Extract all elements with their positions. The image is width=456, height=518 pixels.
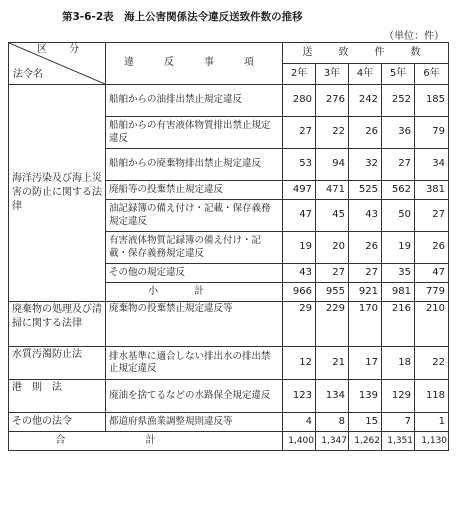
grand-total-cell: 1,347: [316, 432, 349, 451]
value-cell: 27: [349, 264, 382, 283]
law-name-waste: 廃棄物の処理及び清掃に関する法律: [9, 302, 106, 347]
header-item: 違 反 事 項: [106, 43, 283, 85]
value-cell: 280: [283, 85, 316, 117]
item-cell: 廃棄物の投棄禁止規定違反等: [106, 302, 283, 347]
table-row: [9, 302, 449, 347]
value-cell: 7: [382, 413, 415, 432]
value-cell: 381: [415, 181, 449, 200]
value-cell: 26: [349, 232, 382, 264]
grand-total-row: [9, 432, 449, 451]
header-row-1: [9, 43, 449, 64]
value-cell: 22: [415, 347, 449, 380]
year-header: 2年: [283, 64, 316, 85]
item-cell: その他の規定違反: [106, 264, 283, 283]
value-cell: 19: [283, 232, 316, 264]
header-horei: 法令名: [13, 68, 43, 80]
value-cell: 242: [349, 85, 382, 117]
item-cell: 排水基準に適合しない排出水の排出禁止規定違反: [106, 347, 283, 380]
value-cell: 252: [382, 85, 415, 117]
year-header: 5年: [382, 64, 415, 85]
law-name-other: その他の法令: [9, 413, 106, 432]
item-cell: 廃船等の投棄禁止規定違反: [106, 181, 283, 200]
header-law-cell: [9, 43, 106, 85]
subtotal-cell: 779: [415, 283, 449, 302]
value-cell: 26: [349, 117, 382, 149]
value-cell: 53: [283, 149, 316, 181]
value-cell: 47: [283, 200, 316, 232]
value-cell: 20: [316, 232, 349, 264]
value-cell: 27: [415, 200, 449, 232]
value-cell: 50: [382, 200, 415, 232]
unit-note: （単位：件）: [384, 31, 444, 42]
grand-total-cell: 1,351: [382, 432, 415, 451]
value-cell: 170: [349, 302, 382, 347]
header-total: 送 致 件 数: [283, 43, 449, 64]
value-cell: 185: [415, 85, 449, 117]
value-cell: 134: [316, 380, 349, 413]
violations-table: [8, 42, 449, 451]
grand-total-cell: 1,262: [349, 432, 382, 451]
value-cell: 43: [283, 264, 316, 283]
item-cell: 船舶からの廃棄物排出禁止規定違反: [106, 149, 283, 181]
subtotal-cell: 981: [382, 283, 415, 302]
table-title: 第3-6-2表 海上公害関係法令違反送致件数の推移: [62, 11, 303, 23]
subtotal-label: 小計: [106, 283, 283, 302]
value-cell: 229: [316, 302, 349, 347]
item-cell: 有害液体物質記録簿の備え付け・記載・保存義務規定違反: [106, 232, 283, 264]
table-row: [9, 413, 449, 432]
table-row: [9, 85, 449, 117]
value-cell: 1: [415, 413, 449, 432]
value-cell: 27: [316, 264, 349, 283]
value-cell: 94: [316, 149, 349, 181]
value-cell: 18: [382, 347, 415, 380]
table-row: [9, 380, 449, 413]
value-cell: 471: [316, 181, 349, 200]
value-cell: 36: [382, 117, 415, 149]
item-cell: 廃油を捨てるなどの水路保全規定違反: [106, 380, 283, 413]
value-cell: 8: [316, 413, 349, 432]
value-cell: 45: [316, 200, 349, 232]
item-cell: 船舶からの有害液体物質排出禁止規定違反: [106, 117, 283, 149]
value-cell: 276: [316, 85, 349, 117]
value-cell: 35: [382, 264, 415, 283]
grand-total-cell: 1,130: [415, 432, 449, 451]
value-cell: 26: [415, 232, 449, 264]
value-cell: 27: [382, 149, 415, 181]
value-cell: 210: [415, 302, 449, 347]
header-kubun: 区 分: [37, 44, 85, 55]
year-header: 6年: [415, 64, 449, 85]
value-cell: 47: [415, 264, 449, 283]
value-cell: 139: [349, 380, 382, 413]
value-cell: 118: [415, 380, 449, 413]
value-cell: 29: [283, 302, 316, 347]
value-cell: 43: [349, 200, 382, 232]
year-header: 3年: [316, 64, 349, 85]
subtotal-cell: 921: [349, 283, 382, 302]
item-cell: 船舶からの油排出禁止規定違反: [106, 85, 283, 117]
value-cell: 19: [382, 232, 415, 264]
law-name-marine: 海洋汚染及び海上災害の防止に関する法律: [9, 85, 106, 302]
value-cell: 123: [283, 380, 316, 413]
value-cell: 216: [382, 302, 415, 347]
subtotal-cell: 966: [283, 283, 316, 302]
law-name-water: 水質汚濁防止法: [9, 347, 106, 380]
value-cell: 79: [415, 117, 449, 149]
value-cell: 129: [382, 380, 415, 413]
value-cell: 34: [415, 149, 449, 181]
value-cell: 27: [283, 117, 316, 149]
value-cell: 21: [316, 347, 349, 380]
value-cell: 525: [349, 181, 382, 200]
value-cell: 497: [283, 181, 316, 200]
value-cell: 17: [349, 347, 382, 380]
value-cell: 4: [283, 413, 316, 432]
value-cell: 562: [382, 181, 415, 200]
table-row: [9, 347, 449, 380]
item-cell: 油記録簿の備え付け・記載・保存義務規定違反: [106, 200, 283, 232]
year-header: 4年: [349, 64, 382, 85]
subtotal-cell: 955: [316, 283, 349, 302]
grand-total-label: 合計: [9, 432, 283, 451]
law-name-port: 港則法: [9, 380, 106, 413]
value-cell: 22: [316, 117, 349, 149]
value-cell: 32: [349, 149, 382, 181]
value-cell: 12: [283, 347, 316, 380]
grand-total-cell: 1,400: [283, 432, 316, 451]
value-cell: 15: [349, 413, 382, 432]
item-cell: 都道府県漁業調整規則違反等: [106, 413, 283, 432]
